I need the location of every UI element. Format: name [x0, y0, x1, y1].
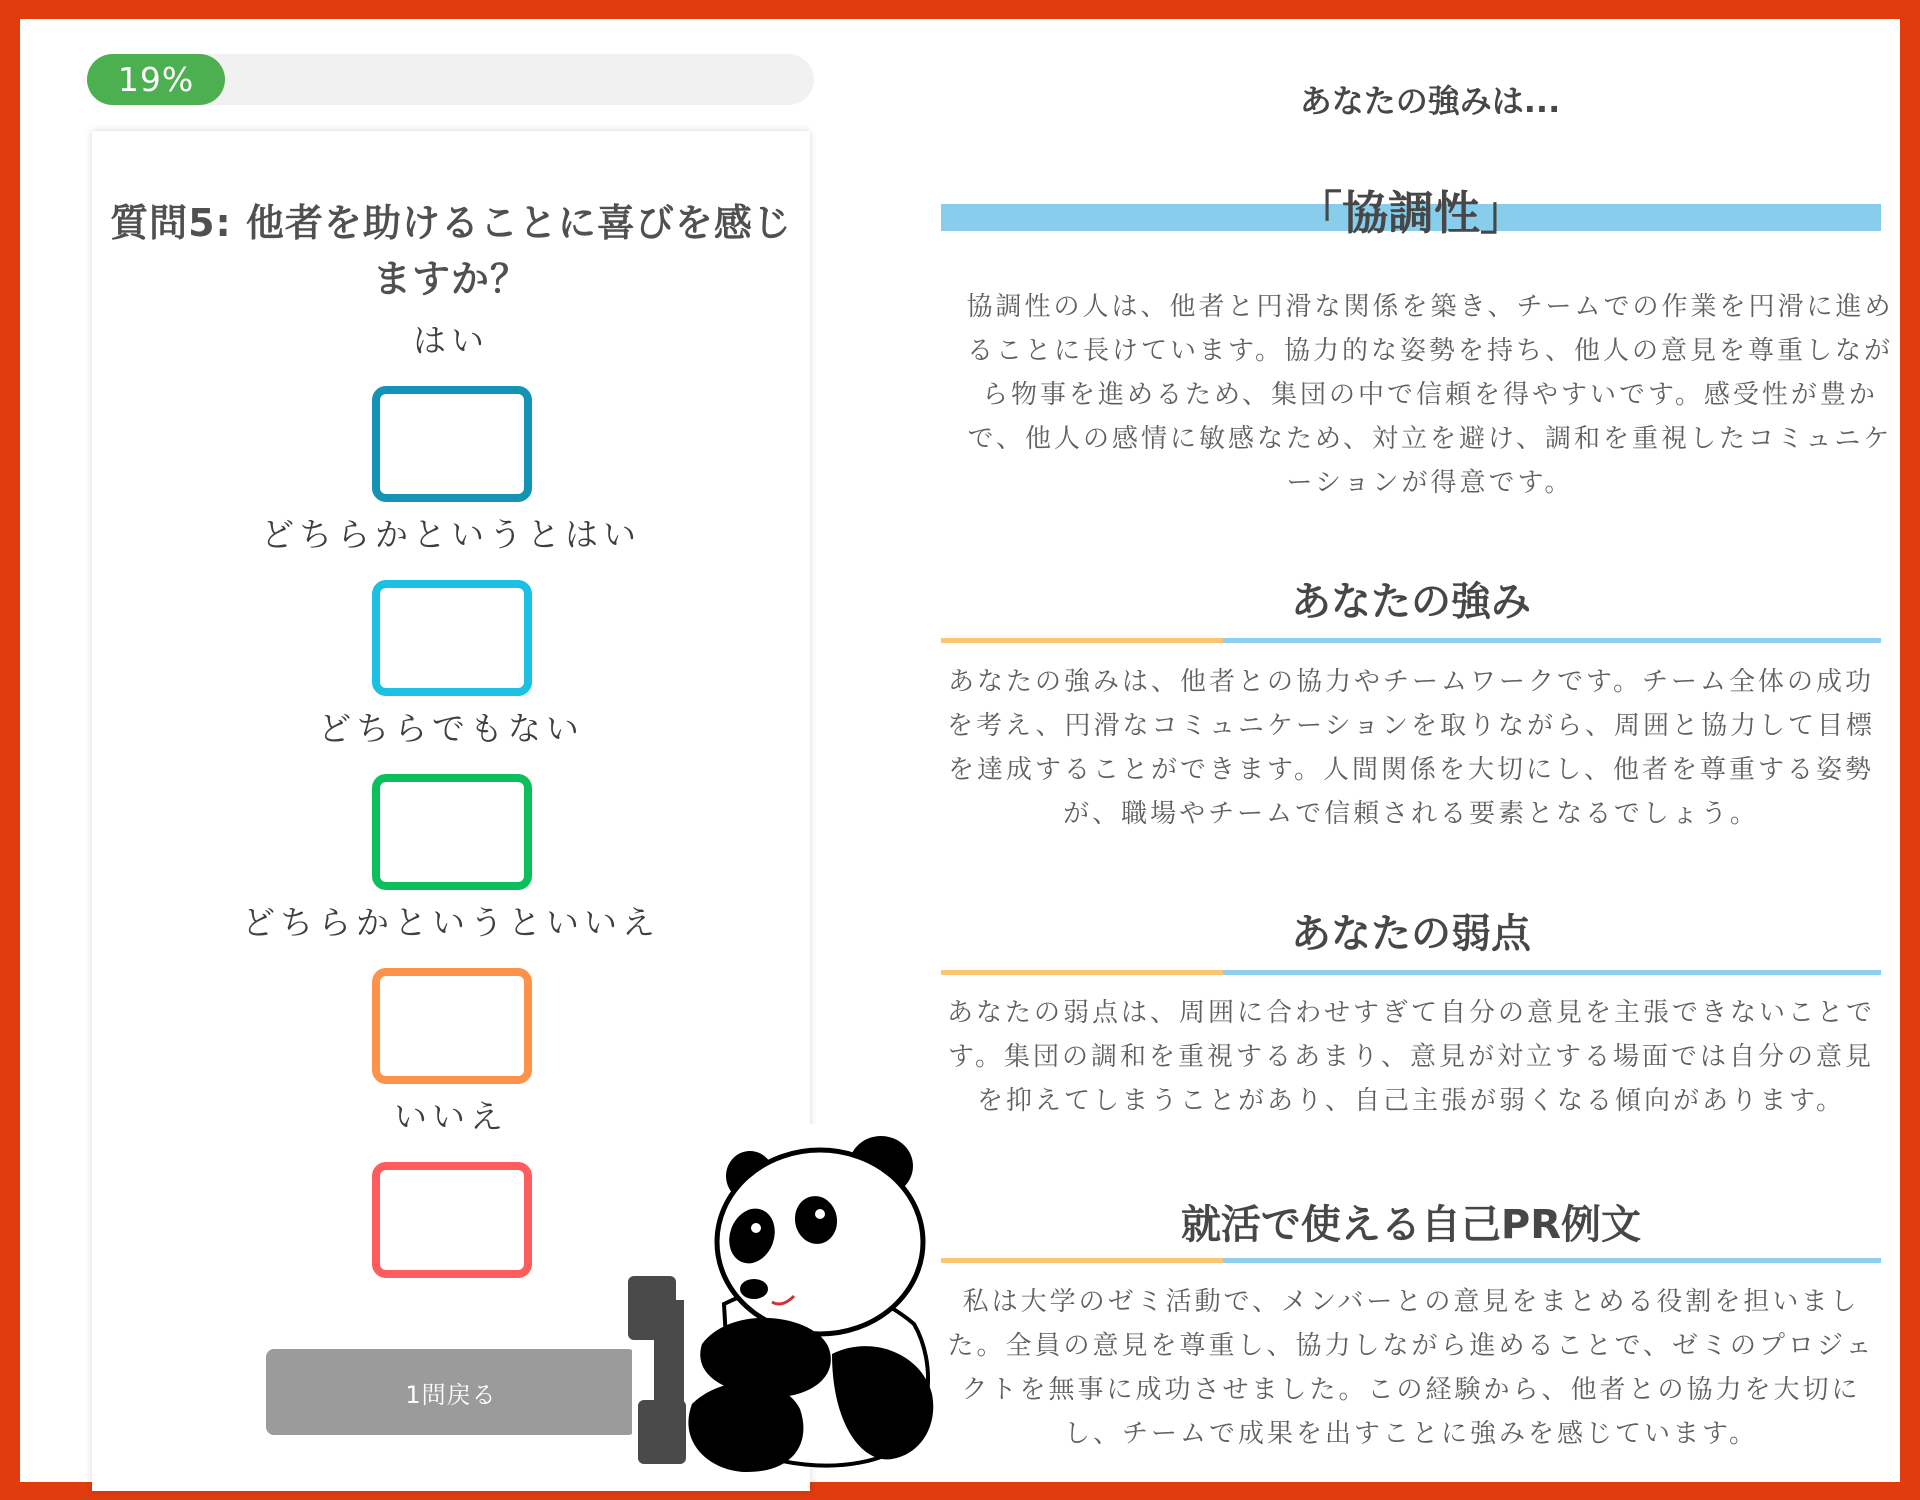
strengths-underline	[941, 638, 1881, 643]
option-yes-button[interactable]	[372, 386, 532, 502]
self-pr-text: 私は大学のゼミ活動で、メンバーとの意見をまとめる役割を担いました。全員の意見を尊重し、協力しながら進めることで、ゼミのプロジェクトを無事に成功させました。この経験から、他者との協力を大切にし、チームで成果を出すことに強みを感じています。	[947, 1287, 1875, 1449]
self-pr-underline	[941, 1258, 1881, 1263]
panda-with-dumbbell-icon	[632, 1124, 952, 1474]
strengths-text: あなたの強みは、他者との協力やチームワークです。チーム全体の成功を考え、円滑なコミュニケーションを取りながら、周囲と協力して目標を達成することができます。人間関係を大切にし、他者を尊重する姿勢が、職場やチームで信頼される要素となるでしょう。	[946, 667, 1875, 829]
type-title: 「協調性」	[1296, 186, 1526, 240]
option-somewhat-no-button[interactable]	[372, 968, 532, 1084]
progress-fill: 19%	[87, 54, 225, 105]
option-label-somewhat-yes: どちらかというとはい	[261, 515, 641, 554]
option-label-no: いいえ	[394, 1097, 508, 1136]
weakness-underline	[941, 970, 1881, 975]
question-text: 質問5: 他者を助けることに喜びを感じますか？	[110, 201, 792, 301]
weakness-heading: あなたの弱点	[1291, 911, 1531, 957]
progress-bar	[87, 54, 814, 105]
back-button[interactable]: 1問戻る	[266, 1349, 636, 1435]
option-no-button[interactable]	[372, 1162, 532, 1278]
option-somewhat-yes-button[interactable]	[372, 580, 532, 696]
option-neutral-button[interactable]	[372, 774, 532, 890]
option-label-yes: はい	[413, 321, 489, 360]
strengths-heading: あなたの強み	[1291, 579, 1531, 625]
option-label-neutral: どちらでもない	[318, 709, 584, 748]
self-pr-heading: 就活で使える自己PR例文	[1180, 1202, 1642, 1248]
type-description: 協調性の人は、他者と円滑な関係を築き、チームでの作業を円滑に進めることに長けています。協力的な姿勢を持ち、他人の意見を尊重しながら物事を進めるため、集団の中で信頼を得やすいです。感受性が豊かで、他人の感情に敏感なため、対立を避け、調和を重視したコミュニケーションが得意です。	[966, 292, 1894, 498]
result-intro: あなたの強みは...	[1299, 82, 1561, 120]
option-label-somewhat-no: どちらかというといいえ	[242, 903, 660, 942]
weakness-text: あなたの弱点は、周囲に合わせすぎて自分の意見を主張できないことです。集団の調和を重視するあまり、意見が対立する場面では自分の意見を抑えてしまうことがあり、自己主張が弱くなる傾向があります。	[946, 998, 1875, 1116]
